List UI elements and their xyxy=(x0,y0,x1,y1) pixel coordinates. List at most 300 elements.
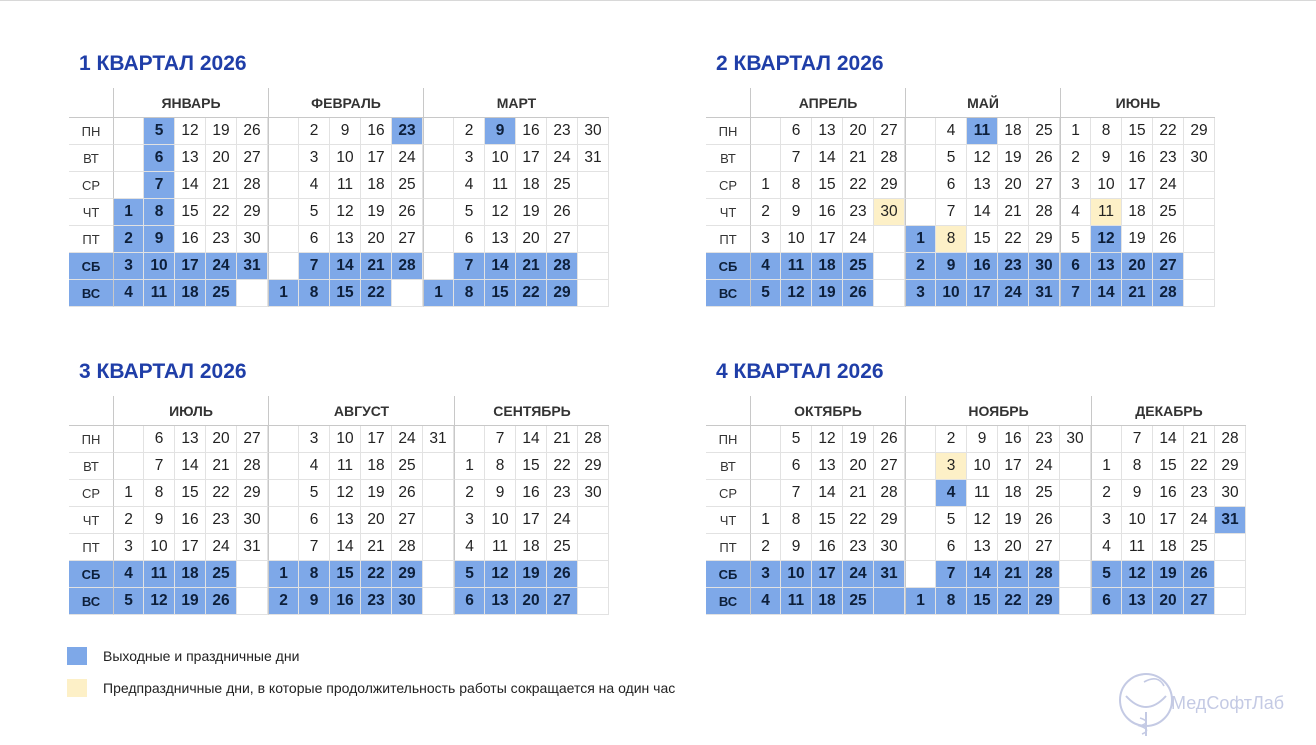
day-cell: 2 xyxy=(1091,480,1122,507)
day-cell: 29 xyxy=(874,172,905,199)
weekday-label: ВС xyxy=(706,588,750,615)
weekday-row xyxy=(706,453,1246,480)
empty-cell xyxy=(874,253,905,280)
quarter-calendar xyxy=(69,88,609,307)
holiday-day-cell: 9 xyxy=(144,226,175,253)
empty-cell xyxy=(874,280,905,307)
quarter-title: 3 КВАРТАЛ 2026 xyxy=(79,360,247,383)
day-cell: 21 xyxy=(998,199,1029,226)
day-cell: 29 xyxy=(1029,226,1060,253)
weekday-label: СР xyxy=(69,172,113,199)
empty-cell xyxy=(268,507,299,534)
day-cell: 19 xyxy=(998,145,1029,172)
day-cell: 20 xyxy=(843,453,874,480)
day-cell: 21 xyxy=(361,534,392,561)
day-cell: 14 xyxy=(812,480,843,507)
holiday-day-cell: 20 xyxy=(516,588,547,615)
day-cell: 28 xyxy=(392,534,423,561)
empty-cell xyxy=(1184,280,1215,307)
empty-cell xyxy=(1060,561,1091,588)
day-cell: 23 xyxy=(843,199,874,226)
holiday-day-cell: 2 xyxy=(113,226,144,253)
day-cell: 7 xyxy=(781,480,812,507)
day-cell: 22 xyxy=(206,480,237,507)
day-cell: 22 xyxy=(998,226,1029,253)
day-cell: 11 xyxy=(330,453,361,480)
day-cell: 18 xyxy=(1153,534,1184,561)
holiday-day-cell: 22 xyxy=(361,280,392,307)
holiday-day-cell: 23 xyxy=(392,118,423,145)
day-cell: 9 xyxy=(1122,480,1153,507)
day-cell: 22 xyxy=(1153,118,1184,145)
holiday-day-cell: 28 xyxy=(1029,561,1060,588)
holiday-day-cell: 20 xyxy=(1153,588,1184,615)
day-cell: 21 xyxy=(206,172,237,199)
day-cell: 29 xyxy=(874,507,905,534)
day-cell: 25 xyxy=(1029,480,1060,507)
weekday-row xyxy=(69,426,609,453)
day-cell: 2 xyxy=(454,480,485,507)
day-cell: 5 xyxy=(299,199,330,226)
empty-cell xyxy=(750,453,781,480)
weekday-label: ВТ xyxy=(706,145,750,172)
day-cell: 4 xyxy=(454,534,485,561)
day-cell: 17 xyxy=(175,534,206,561)
day-cell: 30 xyxy=(874,534,905,561)
weekday-row xyxy=(69,226,609,253)
day-cell: 12 xyxy=(330,480,361,507)
empty-cell xyxy=(750,118,781,145)
holiday-day-cell: 30 xyxy=(1029,253,1060,280)
day-cell: 16 xyxy=(361,118,392,145)
day-cell: 28 xyxy=(1029,199,1060,226)
day-cell: 25 xyxy=(1029,118,1060,145)
holiday-day-cell: 21 xyxy=(998,561,1029,588)
holiday-day-cell: 18 xyxy=(175,561,206,588)
holiday-day-cell: 12 xyxy=(485,561,516,588)
weekday-label: СР xyxy=(706,480,750,507)
weekday-row xyxy=(706,534,1246,561)
weekday-label: СБ xyxy=(69,561,113,588)
legend-holiday xyxy=(67,647,299,665)
day-cell: 10 xyxy=(1091,172,1122,199)
day-cell: 6 xyxy=(936,534,967,561)
day-cell: 30 xyxy=(578,480,609,507)
holiday-day-cell: 4 xyxy=(750,588,781,615)
holiday-day-cell: 11 xyxy=(144,561,175,588)
holiday-day-cell: 15 xyxy=(330,280,361,307)
day-cell: 10 xyxy=(330,145,361,172)
day-cell: 19 xyxy=(843,426,874,453)
empty-cell xyxy=(268,145,299,172)
day-cell: 23 xyxy=(1153,145,1184,172)
empty-cell xyxy=(905,426,936,453)
holiday-day-cell: 20 xyxy=(1122,253,1153,280)
holiday-day-cell: 8 xyxy=(936,588,967,615)
day-cell: 12 xyxy=(330,199,361,226)
quarter-calendar xyxy=(69,396,609,615)
day-cell: 22 xyxy=(206,199,237,226)
day-cell: 4 xyxy=(454,172,485,199)
empty-cell xyxy=(905,534,936,561)
holiday-day-cell: 15 xyxy=(485,280,516,307)
weekday-row xyxy=(706,172,1215,199)
empty-cell xyxy=(905,480,936,507)
day-cell: 28 xyxy=(237,172,268,199)
empty-cell xyxy=(1184,199,1215,226)
holiday-day-cell: 14 xyxy=(1091,280,1122,307)
day-cell: 19 xyxy=(516,199,547,226)
day-cell: 25 xyxy=(392,453,423,480)
weekday-row xyxy=(69,118,609,145)
day-cell: 6 xyxy=(299,226,330,253)
logo-text: МедСофтЛаб xyxy=(1171,693,1285,713)
top-divider xyxy=(0,0,1316,1)
empty-cell xyxy=(905,145,936,172)
day-cell: 7 xyxy=(144,453,175,480)
month-name: ДЕКАБРЬ xyxy=(1091,396,1246,426)
day-cell: 8 xyxy=(485,453,516,480)
day-cell: 11 xyxy=(1122,534,1153,561)
holiday-day-cell: 21 xyxy=(516,253,547,280)
weekday-row xyxy=(706,145,1215,172)
holiday-day-cell: 11 xyxy=(967,118,998,145)
day-cell: 3 xyxy=(1060,172,1091,199)
day-cell: 7 xyxy=(485,426,516,453)
empty-cell xyxy=(423,561,454,588)
holiday-day-cell: 17 xyxy=(967,280,998,307)
holiday-day-cell: 18 xyxy=(812,588,843,615)
empty-cell xyxy=(905,118,936,145)
day-cell: 26 xyxy=(874,426,905,453)
month-name: АПРЕЛЬ xyxy=(750,88,905,118)
holiday-day-cell: 4 xyxy=(113,561,144,588)
empty-cell xyxy=(454,426,485,453)
day-cell: 20 xyxy=(516,226,547,253)
empty-cell xyxy=(578,199,609,226)
month-header-row xyxy=(706,88,1215,118)
day-cell: 17 xyxy=(1153,507,1184,534)
header-corner xyxy=(69,396,113,426)
day-cell: 8 xyxy=(144,480,175,507)
day-cell: 15 xyxy=(812,172,843,199)
holiday-day-cell: 28 xyxy=(547,253,578,280)
day-cell: 25 xyxy=(547,534,578,561)
quarter-title: 2 КВАРТАЛ 2026 xyxy=(716,52,884,75)
day-cell: 22 xyxy=(843,172,874,199)
day-cell: 4 xyxy=(936,118,967,145)
weekday-row xyxy=(706,561,1246,588)
holiday-day-cell: 26 xyxy=(843,280,874,307)
holiday-day-cell: 23 xyxy=(998,253,1029,280)
day-cell: 16 xyxy=(812,199,843,226)
day-cell: 10 xyxy=(1122,507,1153,534)
holiday-day-cell: 4 xyxy=(750,253,781,280)
empty-cell xyxy=(1215,561,1246,588)
day-cell: 6 xyxy=(781,118,812,145)
weekday-row xyxy=(706,507,1246,534)
empty-cell xyxy=(905,561,936,588)
weekday-label: ПН xyxy=(69,118,113,145)
day-cell: 10 xyxy=(485,145,516,172)
holiday-day-cell: 17 xyxy=(812,561,843,588)
day-cell: 27 xyxy=(547,226,578,253)
holiday-day-cell: 7 xyxy=(454,253,485,280)
empty-cell xyxy=(750,480,781,507)
day-cell: 24 xyxy=(392,145,423,172)
holiday-day-cell: 16 xyxy=(330,588,361,615)
month-name: ОКТЯБРЬ xyxy=(750,396,905,426)
holiday-day-cell: 6 xyxy=(454,588,485,615)
day-cell: 21 xyxy=(843,480,874,507)
holiday-day-cell: 8 xyxy=(454,280,485,307)
empty-cell xyxy=(268,253,299,280)
empty-cell xyxy=(1215,534,1246,561)
day-cell: 18 xyxy=(516,172,547,199)
day-cell: 6 xyxy=(299,507,330,534)
empty-cell xyxy=(578,588,609,615)
day-cell: 19 xyxy=(998,507,1029,534)
day-cell: 17 xyxy=(516,507,547,534)
day-cell: 11 xyxy=(485,534,516,561)
day-cell: 4 xyxy=(1091,534,1122,561)
day-cell: 19 xyxy=(1122,226,1153,253)
quarter-calendar xyxy=(706,396,1246,615)
holiday-day-cell: 6 xyxy=(1060,253,1091,280)
holiday-day-cell: 8 xyxy=(299,280,330,307)
day-cell: 10 xyxy=(781,226,812,253)
day-cell: 12 xyxy=(485,199,516,226)
empty-cell xyxy=(1184,172,1215,199)
holiday-day-cell: 27 xyxy=(1184,588,1215,615)
holiday-day-cell: 22 xyxy=(516,280,547,307)
holiday-day-cell: 25 xyxy=(843,588,874,615)
day-cell: 18 xyxy=(998,480,1029,507)
month-name: НОЯБРЬ xyxy=(905,396,1091,426)
header-corner xyxy=(706,88,750,118)
quarter-calendar xyxy=(706,88,1215,307)
holiday-swatch xyxy=(67,647,87,665)
holiday-day-cell: 16 xyxy=(967,253,998,280)
holiday-day-cell: 14 xyxy=(330,253,361,280)
holiday-day-cell: 26 xyxy=(1184,561,1215,588)
holiday-day-cell: 13 xyxy=(485,588,516,615)
empty-cell xyxy=(578,253,609,280)
day-cell: 13 xyxy=(330,226,361,253)
day-cell: 19 xyxy=(361,199,392,226)
day-cell: 29 xyxy=(1184,118,1215,145)
day-cell: 15 xyxy=(1122,118,1153,145)
day-cell: 27 xyxy=(392,226,423,253)
day-cell: 23 xyxy=(206,507,237,534)
day-cell: 15 xyxy=(812,507,843,534)
empty-cell xyxy=(113,172,144,199)
day-cell: 1 xyxy=(750,172,781,199)
holiday-day-cell: 5 xyxy=(750,280,781,307)
day-cell: 14 xyxy=(330,534,361,561)
legend-holiday-label: Выходные и праздничные дни xyxy=(103,648,300,664)
empty-cell xyxy=(1060,507,1091,534)
weekday-row xyxy=(706,426,1246,453)
holiday-day-cell: 31 xyxy=(874,561,905,588)
day-cell: 29 xyxy=(1215,453,1246,480)
day-cell: 23 xyxy=(1184,480,1215,507)
empty-cell xyxy=(578,280,609,307)
holiday-day-cell: 19 xyxy=(1153,561,1184,588)
month-name: МАЙ xyxy=(905,88,1060,118)
day-cell: 12 xyxy=(175,118,206,145)
day-cell: 14 xyxy=(1153,426,1184,453)
empty-cell xyxy=(237,561,268,588)
day-cell: 3 xyxy=(454,145,485,172)
holiday-day-cell: 28 xyxy=(1153,280,1184,307)
day-cell: 1 xyxy=(1060,118,1091,145)
day-cell: 30 xyxy=(237,507,268,534)
holiday-day-cell: 7 xyxy=(1060,280,1091,307)
day-cell: 8 xyxy=(1122,453,1153,480)
weekday-row xyxy=(69,172,609,199)
holiday-day-cell: 18 xyxy=(812,253,843,280)
day-cell: 18 xyxy=(361,172,392,199)
day-cell: 9 xyxy=(967,426,998,453)
preholiday-swatch xyxy=(67,679,87,697)
day-cell: 16 xyxy=(998,426,1029,453)
holiday-day-cell: 11 xyxy=(781,253,812,280)
day-cell: 3 xyxy=(1091,507,1122,534)
day-cell: 19 xyxy=(361,480,392,507)
day-cell: 29 xyxy=(237,199,268,226)
day-cell: 5 xyxy=(454,199,485,226)
day-cell: 22 xyxy=(1184,453,1215,480)
weekday-label: ЧТ xyxy=(69,507,113,534)
holiday-day-cell: 12 xyxy=(1122,561,1153,588)
holiday-day-cell: 21 xyxy=(1122,280,1153,307)
holiday-day-cell: 3 xyxy=(113,253,144,280)
month-name: ФЕВРАЛЬ xyxy=(268,88,423,118)
holiday-day-cell: 31 xyxy=(1215,507,1246,534)
day-cell: 10 xyxy=(144,534,175,561)
day-cell: 7 xyxy=(1122,426,1153,453)
holiday-day-cell: 11 xyxy=(781,588,812,615)
day-cell: 2 xyxy=(113,507,144,534)
day-cell: 15 xyxy=(1153,453,1184,480)
month-name: ИЮНЬ xyxy=(1060,88,1215,118)
holiday-day-cell: 10 xyxy=(936,280,967,307)
holiday-day-cell: 4 xyxy=(113,280,144,307)
holiday-day-cell: 22 xyxy=(361,561,392,588)
empty-cell xyxy=(423,118,454,145)
weekday-label: СР xyxy=(706,172,750,199)
holiday-day-cell: 13 xyxy=(1122,588,1153,615)
holiday-day-cell: 17 xyxy=(175,253,206,280)
day-cell: 2 xyxy=(1060,145,1091,172)
weekday-label: ПТ xyxy=(706,226,750,253)
empty-cell xyxy=(1060,588,1091,615)
empty-cell xyxy=(423,480,454,507)
day-cell: 3 xyxy=(454,507,485,534)
holiday-day-cell: 15 xyxy=(967,588,998,615)
holiday-day-cell: 19 xyxy=(175,588,206,615)
holiday-day-cell: 5 xyxy=(1091,561,1122,588)
day-cell: 18 xyxy=(516,534,547,561)
day-cell: 14 xyxy=(516,426,547,453)
holiday-day-cell: 1 xyxy=(905,226,936,253)
day-cell: 16 xyxy=(516,480,547,507)
day-cell: 7 xyxy=(936,199,967,226)
weekday-row xyxy=(706,253,1215,280)
day-cell: 10 xyxy=(330,426,361,453)
weekday-label: ВТ xyxy=(706,453,750,480)
day-cell: 9 xyxy=(144,507,175,534)
day-cell: 23 xyxy=(206,226,237,253)
day-cell: 15 xyxy=(967,226,998,253)
day-cell: 18 xyxy=(998,118,1029,145)
day-cell: 29 xyxy=(237,480,268,507)
day-cell: 20 xyxy=(843,118,874,145)
day-cell: 27 xyxy=(1029,172,1060,199)
weekday-row xyxy=(69,507,609,534)
day-cell: 4 xyxy=(299,172,330,199)
day-cell: 17 xyxy=(812,226,843,253)
holiday-day-cell: 28 xyxy=(392,253,423,280)
day-cell: 3 xyxy=(113,534,144,561)
day-cell: 17 xyxy=(361,145,392,172)
day-cell: 30 xyxy=(1060,426,1091,453)
weekday-row xyxy=(706,226,1215,253)
day-cell: 23 xyxy=(547,118,578,145)
day-cell: 23 xyxy=(547,480,578,507)
holiday-day-cell: 24 xyxy=(998,280,1029,307)
holiday-day-cell: 5 xyxy=(144,118,175,145)
holiday-day-cell: 6 xyxy=(144,145,175,172)
weekday-label: ПН xyxy=(706,118,750,145)
day-cell: 5 xyxy=(936,507,967,534)
day-cell: 11 xyxy=(330,172,361,199)
holiday-day-cell: 4 xyxy=(936,480,967,507)
day-cell: 24 xyxy=(547,145,578,172)
day-cell: 30 xyxy=(1184,145,1215,172)
month-name: АВГУСТ xyxy=(268,396,454,426)
day-cell: 1 xyxy=(1091,453,1122,480)
holiday-day-cell: 13 xyxy=(1091,253,1122,280)
day-cell: 6 xyxy=(144,426,175,453)
holiday-day-cell: 9 xyxy=(936,253,967,280)
empty-cell xyxy=(113,426,144,453)
weekday-label: ПТ xyxy=(69,534,113,561)
empty-cell xyxy=(1060,534,1091,561)
day-cell: 1 xyxy=(113,480,144,507)
holiday-day-cell: 1 xyxy=(423,280,454,307)
day-cell: 9 xyxy=(1091,145,1122,172)
day-cell: 26 xyxy=(1029,507,1060,534)
empty-cell xyxy=(578,561,609,588)
day-cell: 28 xyxy=(578,426,609,453)
weekday-row xyxy=(706,280,1215,307)
day-cell: 21 xyxy=(1184,426,1215,453)
day-cell: 12 xyxy=(967,507,998,534)
legend-preholiday-label: Предпраздничные дни, в которые продолжительность работы сокращается на один час xyxy=(103,680,676,696)
day-cell: 8 xyxy=(1091,118,1122,145)
day-cell: 27 xyxy=(874,453,905,480)
day-cell: 16 xyxy=(812,534,843,561)
weekday-row xyxy=(69,253,609,280)
preholiday-day-cell: 11 xyxy=(1091,199,1122,226)
holiday-day-cell: 26 xyxy=(547,561,578,588)
day-cell: 14 xyxy=(175,453,206,480)
day-cell: 6 xyxy=(936,172,967,199)
day-cell: 1 xyxy=(454,453,485,480)
day-cell: 13 xyxy=(967,534,998,561)
